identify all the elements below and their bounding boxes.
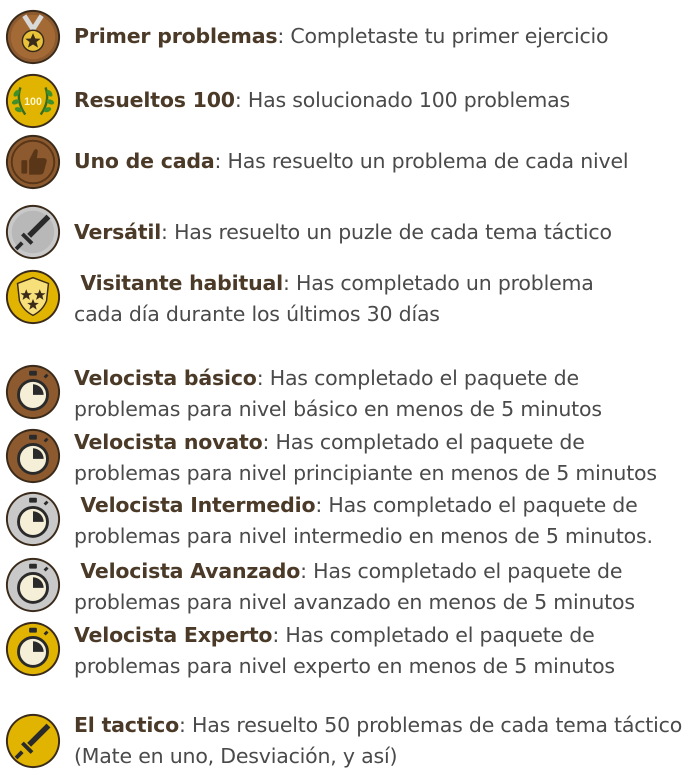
stopwatch-icon bbox=[4, 427, 62, 485]
achievement-title: Resueltos 100 bbox=[74, 88, 235, 112]
achievement-description: Has completado el paquete de bbox=[269, 430, 585, 454]
achievement-description: Has resuelto un problema de cada nivel bbox=[221, 149, 629, 173]
achievement-description-line2: (Mate en uno, Desviación, y así) bbox=[74, 744, 398, 768]
medal-star-icon bbox=[4, 8, 62, 66]
title-separator: : bbox=[277, 24, 285, 48]
achievement-description-line2: cada día durante los últimos 30 días bbox=[74, 302, 440, 326]
achievement-title: Velocista Experto bbox=[74, 623, 273, 647]
badge-100-label: 100 bbox=[24, 95, 42, 108]
achievement-title: Primer problemas bbox=[74, 24, 278, 48]
achievement-title: Versátil bbox=[74, 220, 162, 244]
thumbs-up-icon bbox=[4, 133, 62, 191]
achievement-description-line2: problemas para nivel básico en menos de 5 minutos bbox=[74, 397, 602, 421]
title-separator: : bbox=[282, 271, 290, 295]
title-separator: : bbox=[315, 493, 323, 517]
achievement-title: Velocista Intermedio bbox=[80, 493, 316, 517]
title-separator: : bbox=[234, 88, 242, 112]
achievement-title: Velocista básico bbox=[74, 366, 257, 390]
achievement-title: El tactico bbox=[74, 713, 180, 737]
achievement-title: Velocista Avanzado bbox=[80, 559, 301, 583]
title-separator: : bbox=[161, 220, 168, 244]
achievement-description-line2: problemas para nivel experto en menos de 5 minutos bbox=[74, 654, 615, 678]
achievement-description: Has completado el paquete de bbox=[306, 559, 623, 583]
achievement-description: Has completado el paquete de bbox=[279, 623, 595, 647]
shield-stars-icon bbox=[4, 268, 62, 326]
achievement-description: Has resuelto un puzle de cada tema táctico bbox=[167, 220, 612, 244]
stopwatch-icon bbox=[4, 490, 62, 548]
achievement-description-line2: problemas para nivel intermedio en menos de 5 minutos. bbox=[74, 524, 653, 548]
stopwatch-icon bbox=[4, 363, 62, 421]
achievement-description: Has completado el paquete de bbox=[263, 366, 579, 390]
achievement-description: Has resuelto 50 problemas de cada tema táctico bbox=[185, 713, 683, 737]
title-separator: : bbox=[179, 713, 186, 737]
title-separator: : bbox=[256, 366, 264, 390]
achievement-description: Has solucionado 100 problemas bbox=[241, 88, 571, 112]
achievement-description: Has completado el paquete de bbox=[322, 493, 638, 517]
stopwatch-icon bbox=[4, 556, 62, 614]
title-separator: : bbox=[214, 149, 222, 173]
title-separator: : bbox=[262, 430, 270, 454]
stopwatch-icon bbox=[4, 620, 62, 678]
title-separator: : bbox=[300, 559, 307, 583]
achievement-title: Uno de cada bbox=[74, 149, 215, 173]
achievement-description: Completaste tu primer ejercicio bbox=[284, 24, 609, 48]
laurel-100-icon bbox=[4, 72, 62, 130]
achievement-description-line2: problemas para nivel principiante en menos de 5 minutos bbox=[74, 461, 657, 485]
achievement-description: Has completado un problema bbox=[289, 271, 594, 295]
sword-icon bbox=[4, 712, 62, 770]
sword-icon bbox=[4, 203, 62, 261]
achievement-description-line2: problemas para nivel avanzado en menos de 5 minutos bbox=[74, 590, 635, 614]
title-separator: : bbox=[272, 623, 280, 647]
achievement-title: Visitante habitual bbox=[80, 271, 283, 295]
achievement-title: Velocista novato bbox=[74, 430, 263, 454]
